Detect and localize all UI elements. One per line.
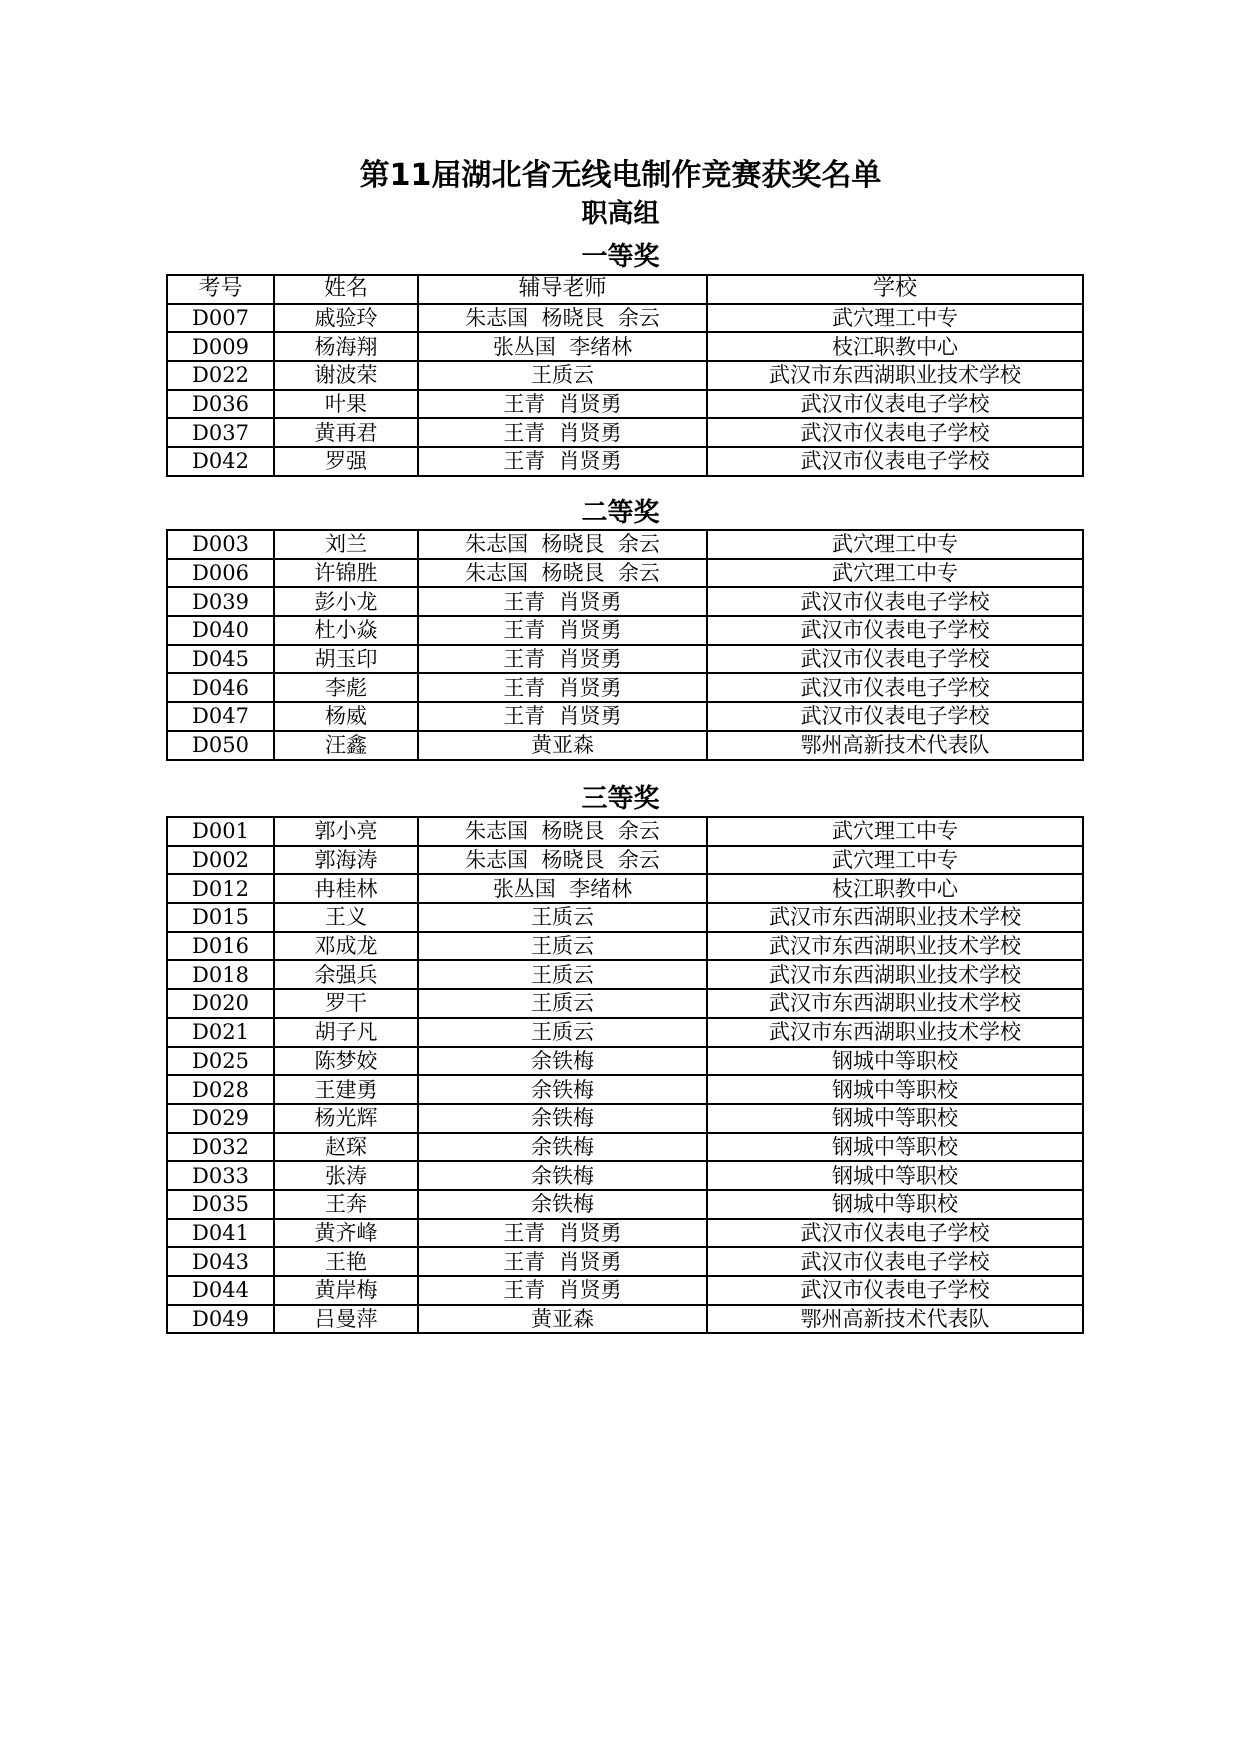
cell-id: D045 [167, 645, 274, 674]
cell-id: D021 [167, 1018, 274, 1047]
table-row [167, 932, 1083, 961]
cell-name: 汪鑫 [274, 731, 418, 760]
cell-school: 钢城中等职校 [707, 1161, 1083, 1190]
cell-teacher: 王青 肖贤勇 [418, 1219, 707, 1248]
cell-id: D042 [167, 447, 274, 476]
table-row [167, 616, 1083, 645]
cell-name: 罗强 [274, 447, 418, 476]
cell-name: 胡玉印 [274, 645, 418, 674]
table-row [167, 731, 1083, 760]
cell-id: D002 [167, 846, 274, 875]
cell-name: 杨海翔 [274, 332, 418, 361]
cell-id: D039 [167, 587, 274, 616]
cell-school: 武汉市仪表电子学校 [707, 702, 1083, 731]
cell-name: 刘兰 [274, 530, 418, 559]
section-title-first-prize: 一等奖 [581, 242, 660, 272]
cell-school: 武汉市仪表电子学校 [707, 390, 1083, 419]
table-header-row [167, 275, 1083, 304]
table-row [167, 1018, 1083, 1047]
cell-name: 胡子凡 [274, 1018, 418, 1047]
cell-id: D044 [167, 1276, 274, 1305]
cell-teacher: 朱志国 杨晓艮 余云 [418, 559, 707, 588]
cell-name: 杜小焱 [274, 616, 418, 645]
cell-id: D020 [167, 989, 274, 1018]
cell-id: D040 [167, 616, 274, 645]
cell-name: 郭小亮 [274, 817, 418, 846]
cell-school: 武汉市仪表电子学校 [707, 1219, 1083, 1248]
table-row [167, 1219, 1083, 1248]
cell-id: D047 [167, 702, 274, 731]
header-id: 考号 [167, 275, 274, 304]
cell-teacher: 王青 肖贤勇 [418, 673, 707, 702]
cell-teacher: 黄亚森 [418, 1305, 707, 1334]
table-row [167, 530, 1083, 559]
cell-teacher: 王质云 [418, 960, 707, 989]
table-row [167, 960, 1083, 989]
cell-school: 武汉市东西湖职业技术学校 [707, 1018, 1083, 1047]
cell-school: 武穴理工中专 [707, 817, 1083, 846]
cell-id: D035 [167, 1190, 274, 1219]
cell-id: D028 [167, 1075, 274, 1104]
cell-id: D037 [167, 418, 274, 447]
cell-name: 黄岸梅 [274, 1276, 418, 1305]
first-prize-table [166, 274, 1084, 477]
cell-teacher: 朱志国 杨晓艮 余云 [418, 530, 707, 559]
cell-teacher: 王质云 [418, 903, 707, 932]
cell-teacher: 王青 肖贤勇 [418, 587, 707, 616]
cell-id: D033 [167, 1161, 274, 1190]
table-row [167, 1075, 1083, 1104]
cell-teacher: 张丛国 李绪林 [418, 332, 707, 361]
table-row [167, 874, 1083, 903]
cell-school: 武汉市东西湖职业技术学校 [707, 903, 1083, 932]
cell-teacher: 余铁梅 [418, 1190, 707, 1219]
cell-id: D001 [167, 817, 274, 846]
table-row [167, 673, 1083, 702]
cell-id: D015 [167, 903, 274, 932]
cell-name: 余强兵 [274, 960, 418, 989]
table-row [167, 559, 1083, 588]
cell-name: 王艳 [274, 1247, 418, 1276]
cell-id: D036 [167, 390, 274, 419]
cell-id: D009 [167, 332, 274, 361]
cell-school: 武汉市仪表电子学校 [707, 1276, 1083, 1305]
table-row [167, 645, 1083, 674]
cell-name: 王义 [274, 903, 418, 932]
table-row [167, 1133, 1083, 1162]
cell-teacher: 王青 肖贤勇 [418, 418, 707, 447]
cell-school: 枝江职教中心 [707, 874, 1083, 903]
header-school: 学校 [707, 275, 1083, 304]
cell-teacher: 朱志国 杨晓艮 余云 [418, 304, 707, 333]
table-row [167, 1190, 1083, 1219]
cell-id: D007 [167, 304, 274, 333]
cell-school: 枝江职教中心 [707, 332, 1083, 361]
cell-id: D043 [167, 1247, 274, 1276]
cell-name: 戚验玲 [274, 304, 418, 333]
cell-teacher: 王青 肖贤勇 [418, 1276, 707, 1305]
table-row [167, 989, 1083, 1018]
cell-school: 武汉市仪表电子学校 [707, 1247, 1083, 1276]
second-prize-table [166, 529, 1084, 761]
cell-name: 谢波荣 [274, 361, 418, 390]
cell-school: 武汉市仪表电子学校 [707, 645, 1083, 674]
cell-name: 王奔 [274, 1190, 418, 1219]
table-row [167, 1247, 1083, 1276]
table-row [167, 447, 1083, 476]
cell-name: 王建勇 [274, 1075, 418, 1104]
cell-id: D003 [167, 530, 274, 559]
section-title-second-prize: 二等奖 [581, 498, 660, 528]
cell-name: 赵琛 [274, 1133, 418, 1162]
cell-teacher: 王质云 [418, 989, 707, 1018]
group-title: 职高组 [581, 199, 660, 229]
table-row [167, 390, 1083, 419]
table-row [167, 1276, 1083, 1305]
header-teacher: 辅导老师 [418, 275, 707, 304]
cell-name: 杨光辉 [274, 1104, 418, 1133]
cell-teacher: 张丛国 李绪林 [418, 874, 707, 903]
cell-school: 钢城中等职校 [707, 1104, 1083, 1133]
cell-id: D018 [167, 960, 274, 989]
cell-school: 武穴理工中专 [707, 304, 1083, 333]
cell-name: 许锦胜 [274, 559, 418, 588]
third-prize-table [166, 816, 1084, 1334]
cell-school: 武穴理工中专 [707, 846, 1083, 875]
table-row [167, 1161, 1083, 1190]
table-row [167, 304, 1083, 333]
cell-teacher: 王青 肖贤勇 [418, 616, 707, 645]
cell-teacher: 王青 肖贤勇 [418, 702, 707, 731]
cell-school: 武汉市东西湖职业技术学校 [707, 932, 1083, 961]
cell-teacher: 朱志国 杨晓艮 余云 [418, 846, 707, 875]
table-row [167, 1305, 1083, 1334]
cell-id: D032 [167, 1133, 274, 1162]
cell-id: D050 [167, 731, 274, 760]
section-title-third-prize: 三等奖 [581, 784, 660, 814]
cell-name: 杨威 [274, 702, 418, 731]
cell-teacher: 王青 肖贤勇 [418, 390, 707, 419]
cell-school: 武汉市仪表电子学校 [707, 616, 1083, 645]
cell-id: D049 [167, 1305, 274, 1334]
table-row [167, 418, 1083, 447]
table-row [167, 846, 1083, 875]
table-row [167, 1047, 1083, 1076]
cell-school: 武汉市仪表电子学校 [707, 673, 1083, 702]
cell-school: 鄂州高新技术代表队 [707, 731, 1083, 760]
cell-name: 黄再君 [274, 418, 418, 447]
table-row [167, 1104, 1083, 1133]
cell-name: 彭小龙 [274, 587, 418, 616]
cell-teacher: 王青 肖贤勇 [418, 1247, 707, 1276]
cell-teacher: 王质云 [418, 1018, 707, 1047]
cell-id: D022 [167, 361, 274, 390]
cell-id: D025 [167, 1047, 274, 1076]
cell-school: 武汉市东西湖职业技术学校 [707, 960, 1083, 989]
table-row [167, 361, 1083, 390]
cell-name: 李彪 [274, 673, 418, 702]
cell-teacher: 余铁梅 [418, 1047, 707, 1076]
cell-school: 武汉市仪表电子学校 [707, 418, 1083, 447]
cell-name: 陈梦姣 [274, 1047, 418, 1076]
cell-teacher: 余铁梅 [418, 1075, 707, 1104]
cell-school: 武穴理工中专 [707, 559, 1083, 588]
cell-teacher: 黄亚森 [418, 731, 707, 760]
cell-school: 武汉市仪表电子学校 [707, 447, 1083, 476]
cell-school: 钢城中等职校 [707, 1190, 1083, 1219]
table-row [167, 332, 1083, 361]
cell-name: 黄齐峰 [274, 1219, 418, 1248]
cell-name: 叶果 [274, 390, 418, 419]
cell-teacher: 余铁梅 [418, 1104, 707, 1133]
cell-school: 武汉市东西湖职业技术学校 [707, 361, 1083, 390]
cell-school: 武穴理工中专 [707, 530, 1083, 559]
cell-school: 鄂州高新技术代表队 [707, 1305, 1083, 1334]
cell-id: D029 [167, 1104, 274, 1133]
cell-teacher: 王青 肖贤勇 [418, 645, 707, 674]
cell-name: 冉桂林 [274, 874, 418, 903]
cell-school: 钢城中等职校 [707, 1075, 1083, 1104]
cell-name: 张涛 [274, 1161, 418, 1190]
table-row [167, 903, 1083, 932]
cell-id: D006 [167, 559, 274, 588]
cell-teacher: 王质云 [418, 932, 707, 961]
document-title: 第11届湖北省无线电制作竞赛获奖名单 [359, 158, 882, 193]
cell-school: 钢城中等职校 [707, 1133, 1083, 1162]
cell-id: D041 [167, 1219, 274, 1248]
cell-school: 武汉市东西湖职业技术学校 [707, 989, 1083, 1018]
cell-teacher: 王质云 [418, 361, 707, 390]
cell-teacher: 余铁梅 [418, 1133, 707, 1162]
cell-teacher: 王青 肖贤勇 [418, 447, 707, 476]
cell-teacher: 朱志国 杨晓艮 余云 [418, 817, 707, 846]
cell-school: 武汉市仪表电子学校 [707, 587, 1083, 616]
cell-id: D012 [167, 874, 274, 903]
table-row [167, 817, 1083, 846]
cell-name: 吕曼萍 [274, 1305, 418, 1334]
cell-school: 钢城中等职校 [707, 1047, 1083, 1076]
cell-id: D016 [167, 932, 274, 961]
cell-teacher: 余铁梅 [418, 1161, 707, 1190]
table-row [167, 702, 1083, 731]
table-row [167, 587, 1083, 616]
header-name: 姓名 [274, 275, 418, 304]
cell-name: 邓成龙 [274, 932, 418, 961]
cell-name: 罗干 [274, 989, 418, 1018]
cell-id: D046 [167, 673, 274, 702]
cell-name: 郭海涛 [274, 846, 418, 875]
